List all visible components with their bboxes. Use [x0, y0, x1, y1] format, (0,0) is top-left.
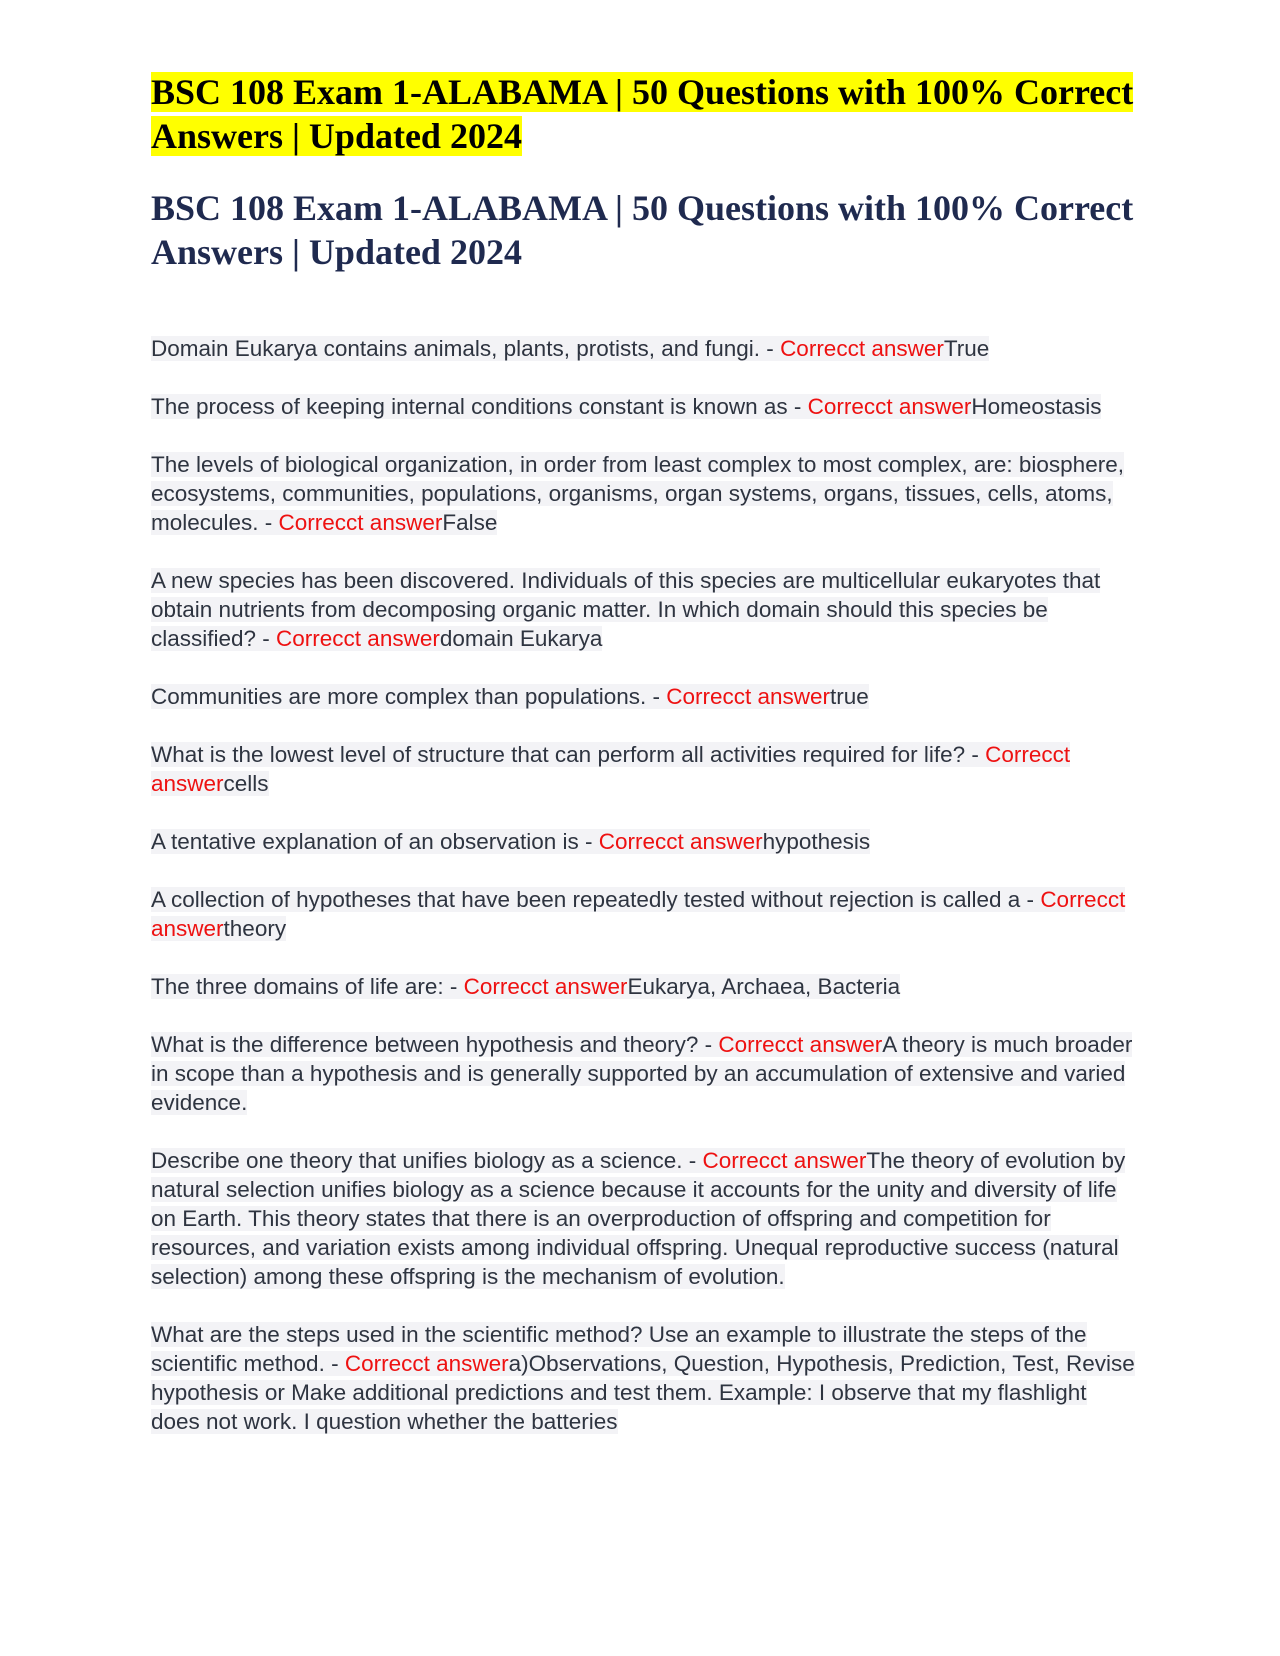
answer-text: cells	[223, 771, 269, 796]
answer-label: Correcct answer	[718, 1032, 883, 1057]
answer-text: False	[442, 510, 498, 535]
answer-label: Correcct answer	[598, 829, 763, 854]
answer-label: Correcct answer	[151, 887, 1126, 941]
answer-text: domain Eukarya	[439, 626, 603, 651]
question-text: A collection of hypotheses that have been repeatedly tested without rejection is called a -	[151, 887, 1041, 912]
qa-item-9	[151, 972, 1136, 1001]
qa-item-5	[151, 682, 1136, 711]
qa-item-3	[151, 450, 1136, 537]
qa-list	[151, 334, 1136, 1436]
answer-text: true	[830, 684, 869, 709]
highlighted-title: BSC 108 Exam 1-ALABAMA | 50 Questions with 100% Correct Answers | Updated 2024	[151, 72, 1134, 156]
qa-item-2	[151, 392, 1136, 421]
answer-text: A theory is much broader in scope than a hypothesis and is generally supported by an accumulation of extensive and varied evidence.	[151, 1032, 1133, 1115]
question-text: Describe one theory that unifies biology as a science. -	[151, 1148, 703, 1173]
qa-item-6	[151, 740, 1136, 798]
answer-label: Correcct answer	[344, 1351, 509, 1376]
qa-item-1	[151, 334, 1136, 363]
qa-item-4	[151, 566, 1136, 653]
qa-item-8	[151, 885, 1136, 943]
answer-label: Correcct answer	[276, 626, 440, 651]
qa-item-10	[151, 1030, 1136, 1117]
question-text: The three domains of life are: -	[151, 974, 464, 999]
answer-text: hypothesis	[762, 829, 871, 854]
question-text: A new species has been discovered. Individuals of this species are multicellular eukaryotes that obtain nutrients from decomposing organic matter. In which domain should this species be classified? -	[151, 568, 1101, 651]
question-text: What are the steps used in the scientific method? Use an example to illustrate the steps of the scientific method. -	[151, 1322, 1087, 1376]
qa-item-12	[151, 1320, 1136, 1436]
answer-label: Correcct answer	[780, 336, 944, 361]
question-text: What is the lowest level of structure that can perform all activities required for life? -	[151, 742, 986, 767]
answer-text: The theory of evolution by natural selection unifies biology as a science because it accounts for the unity and diversity of life on Earth. This theory states that there is an overproduction of offspring and competition for resources, and variation exists among individual offspring. Unequal reproductive success (natural selection) among these offspring is the mechanism of evolution.	[151, 1148, 1126, 1289]
qa-item-11	[151, 1146, 1136, 1291]
question-text: Communities are more complex than populations. -	[151, 684, 667, 709]
qa-item-7	[151, 827, 1136, 856]
answer-label: Correcct answer	[666, 684, 831, 709]
question-text: Domain Eukarya contains animals, plants, protists, and fungi. -	[151, 336, 781, 361]
answer-label: Correcct answer	[463, 974, 628, 999]
answer-label: Correcct answer	[702, 1148, 867, 1173]
answer-text: Homeostasis	[971, 394, 1102, 419]
answer-label: Correcct answer	[151, 742, 1071, 796]
answer-label: Correcct answer	[807, 394, 972, 419]
answer-text: Eukarya, Archaea, Bacteria	[627, 974, 901, 999]
document-page	[151, 70, 1136, 1465]
answer-text: True	[943, 336, 990, 361]
question-text: What is the difference between hypothesis and theory? -	[151, 1032, 719, 1057]
question-text: A tentative explanation of an observation is -	[151, 829, 599, 854]
question-text: The process of keeping internal conditions constant is known as -	[151, 394, 808, 419]
question-text: The levels of biological organization, in order from least complex to most complex, are: biosphere, ecosystems, communities, populations, organisms, organ systems, organs, tissues, cells, atoms, molecules. -	[151, 452, 1124, 535]
answer-text: a)Observations, Question, Hypothesis, Prediction, Test, Revise hypothesis or Make additional predictions and test them. Example: I observe that my flashlight does not work. I question whether the batteries	[151, 1351, 1135, 1434]
answer-text: theory	[223, 916, 287, 941]
answer-label: Correcct answer	[278, 510, 443, 535]
page-title: BSC 108 Exam 1-ALABAMA | 50 Questions with 100% Correct Answers | Updated 2024	[151, 188, 1134, 272]
